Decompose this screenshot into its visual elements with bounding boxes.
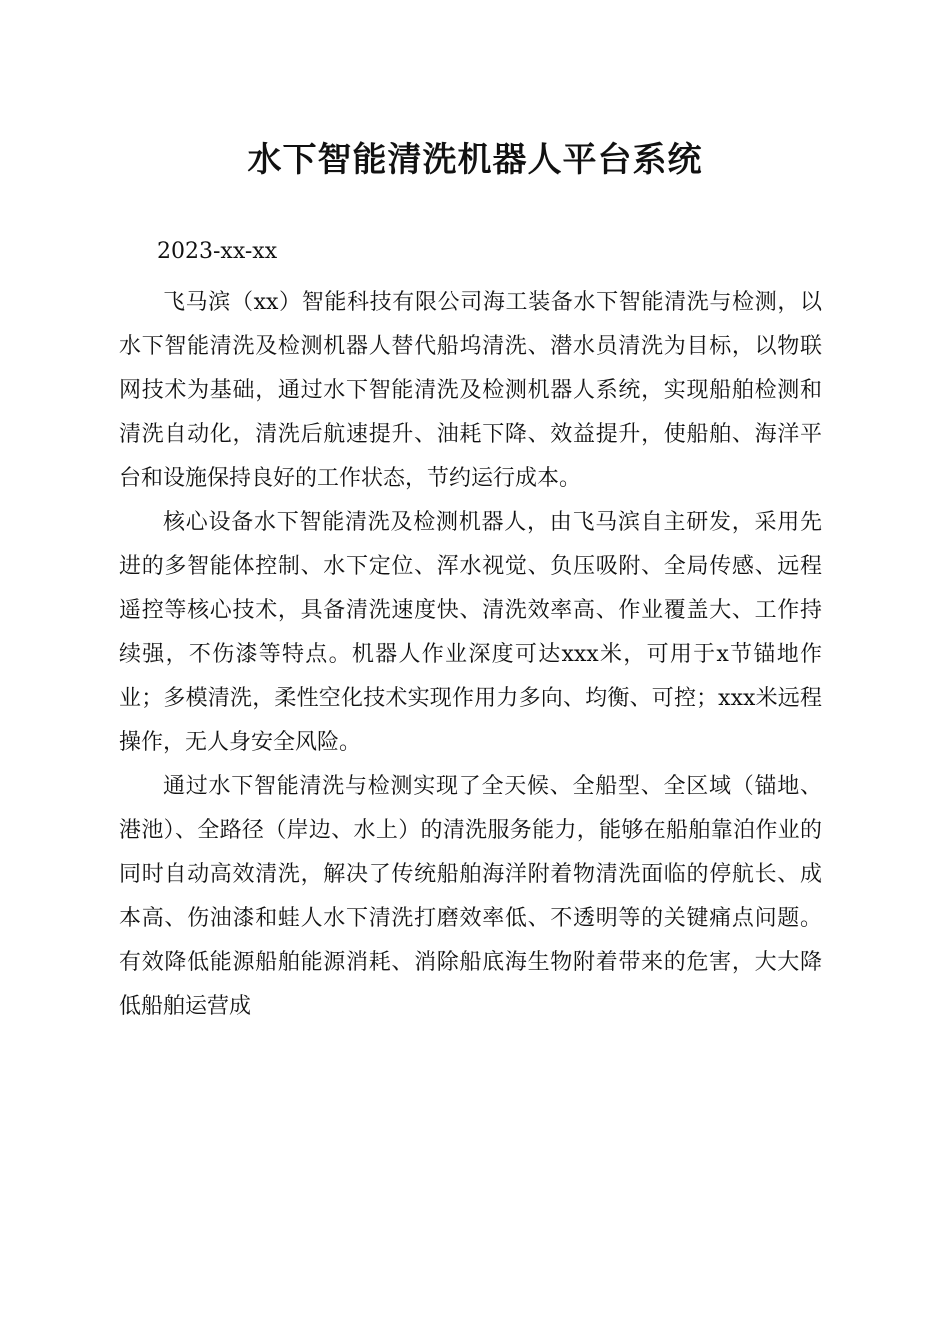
paragraph-2: 核心设备水下智能清洗及检测机器人，由飞马滨自主研发，采用先进的多智能体控制、水下定位、浑水视觉、负压吸附、全局传感、远程遥控等核心技术，具备清洗速度快、清洗效率高、作业覆盖大、工作持续强，不伤漆等特点。机器人作业深度可达xxx米，可用于x节锚地作业；多模清洗，柔性空化技术实现作用力多向、均衡、可控；xxx米远程操作，无人身安全风险。: [119, 510, 822, 755]
document-date: 2023-xx-xx: [157, 239, 278, 264]
paragraph-3: 通过水下智能清洗与检测实现了全天候、全船型、全区域（锚地、港池）、全路径（岸边、水上）的清洗服务能力，能够在船舶靠泊作业的同时自动高效清洗，解决了传统船舶海洋附着物清洗面临的停航长、成本高、伤油漆和蛙人水下清洗打磨效率低、不透明等的关键痛点问题。有效降低能源船舶能源消耗、消除船底海生物附着带来的危害，大大降低船舶运营成: [119, 774, 822, 1019]
paragraph-1: 飞马滨（xx）智能科技有限公司海工装备水下智能清洗与检测，以水下智能清洗及检测机器人替代船坞清洗、潜水员清洗为目标，以物联网技术为基础，通过水下智能清洗及检测机器人系统，实现船舶检测和清洗自动化，清洗后航速提升、油耗下降、效益提升，使船舶、海洋平台和设施保持良好的工作状态，节约运行成本。: [119, 290, 822, 491]
document-body: [119, 281, 822, 1029]
document-title: 水下智能清洗机器人平台系统: [247, 140, 703, 180]
